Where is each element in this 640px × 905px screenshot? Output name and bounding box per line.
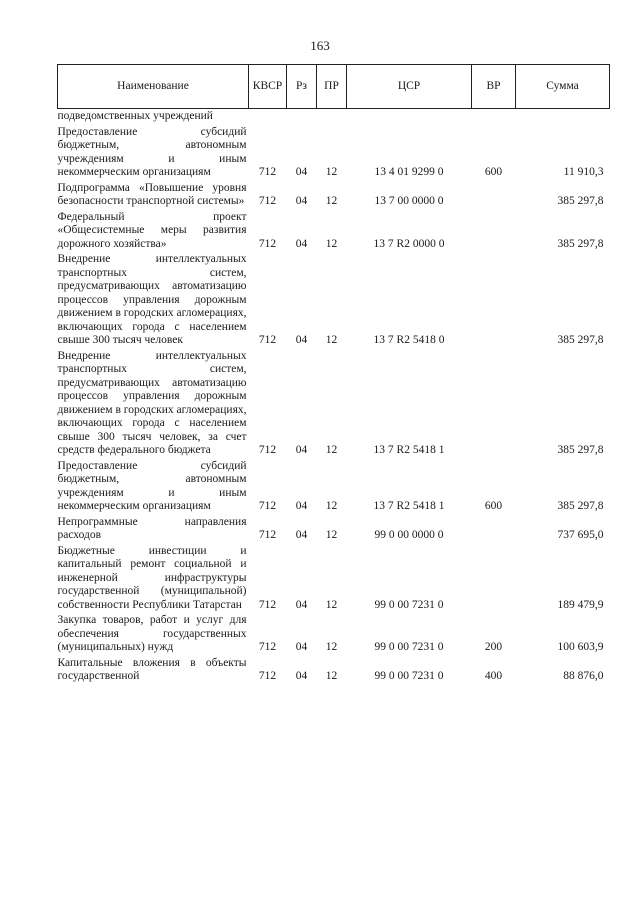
cell-name: Капитальные вложения в объекты государственной (57, 656, 247, 682)
table-row (58, 613, 610, 656)
cell-pr: 12 (325, 444, 338, 456)
table-header (58, 65, 610, 109)
cell-pr: 12 (325, 529, 338, 541)
cell-vr (472, 544, 516, 614)
header-vr: ВР (472, 65, 516, 109)
cell-sum: 385 297,8 (557, 195, 604, 207)
cell-vr (472, 181, 516, 210)
header-sum: Сумма (516, 65, 610, 109)
header-kvsr: КВСР (249, 65, 287, 109)
table-row (58, 349, 610, 459)
table-body (58, 109, 610, 685)
cell-vr: 400 (484, 670, 503, 682)
cell-kvsr: 712 (258, 500, 277, 512)
cell-kvsr (249, 109, 287, 125)
table-row (58, 544, 610, 614)
cell-vr (472, 349, 516, 459)
cell-csr: 99 0 00 7231 0 (374, 670, 444, 682)
cell-name: Закупка товаров, работ и услуг для обеспечения государственных (муниципальных) нужд (57, 614, 247, 653)
budget-table (57, 64, 610, 685)
cell-vr (472, 515, 516, 544)
cell-csr: 13 7 R2 5418 1 (373, 444, 445, 456)
cell-name: Внедрение интеллектуальных транспортных систем, предусматривающих автоматизацию процессов управления дорожным движением в городских агломерациях, включающих города с населением свыше 300 тысяч человек, за счет средств федерального бюджета (57, 349, 247, 456)
cell-csr: 13 7 00 0000 0 (374, 195, 444, 207)
cell-pr: 12 (325, 334, 338, 346)
table-row (58, 252, 610, 349)
table-row (58, 109, 610, 125)
cell-csr (347, 109, 472, 125)
cell-rz: 04 (295, 641, 308, 653)
cell-kvsr: 712 (258, 166, 277, 178)
cell-vr (472, 210, 516, 253)
cell-rz: 04 (295, 237, 308, 250)
header-csr: ЦСР (347, 65, 472, 109)
cell-sum: 189 479,9 (557, 598, 604, 611)
cell-csr: 99 0 00 7231 0 (374, 598, 444, 611)
header-rz: Рз (287, 65, 317, 109)
cell-name: Внедрение интеллектуальных транспортных систем, предусматривающих автоматизацию процессов управления дорожным движением в городских агломерациях, включающих города с населением свыше 300 тысяч человек (57, 253, 247, 346)
cell-rz: 04 (295, 166, 308, 178)
cell-sum: 11 910,3 (563, 166, 604, 178)
cell-vr (472, 252, 516, 349)
cell-sum: 100 603,9 (557, 641, 604, 653)
cell-csr: 13 4 01 9299 0 (374, 166, 444, 178)
cell-rz (287, 109, 317, 125)
cell-vr (472, 109, 516, 125)
cell-name: Федеральный проект «Общесистемные меры развития дорожного хозяйства» (57, 210, 247, 250)
cell-pr: 12 (325, 195, 338, 207)
cell-csr: 13 7 R2 5418 0 (373, 334, 445, 346)
cell-kvsr: 712 (258, 334, 277, 346)
cell-kvsr: 712 (258, 529, 277, 541)
cell-rz: 04 (295, 444, 308, 456)
cell-sum: 385 297,8 (557, 237, 604, 250)
cell-kvsr: 712 (258, 670, 277, 682)
cell-pr (317, 109, 347, 125)
cell-kvsr: 712 (258, 195, 277, 207)
cell-pr: 12 (325, 641, 338, 653)
cell-sum: 385 297,8 (557, 500, 604, 512)
cell-name: подведомственных учреждений (57, 110, 213, 122)
cell-pr: 12 (325, 500, 338, 512)
cell-rz: 04 (295, 670, 308, 682)
cell-rz: 04 (295, 334, 308, 346)
cell-rz: 04 (295, 529, 308, 541)
cell-name: Предоставление субсидий бюджетным, автономным учреждениям и иным некоммерческим организациям (57, 125, 247, 178)
cell-sum (516, 109, 610, 125)
cell-kvsr: 712 (258, 641, 277, 653)
cell-vr: 200 (484, 641, 503, 653)
cell-vr: 600 (484, 166, 503, 178)
cell-pr: 12 (325, 237, 338, 250)
table-row (58, 125, 610, 181)
cell-vr: 600 (484, 500, 503, 512)
page-number: 163 (310, 38, 330, 53)
cell-csr: 99 0 00 0000 0 (374, 529, 444, 541)
header-pr: ПР (317, 65, 347, 109)
cell-csr: 13 7 R2 5418 1 (373, 500, 445, 512)
header-name: Наименование (58, 65, 249, 109)
cell-pr: 12 (325, 670, 338, 682)
cell-csr: 13 7 R2 0000 0 (373, 237, 445, 250)
cell-name: Предоставление субсидий бюджетным, автономным учреждениям и иным некоммерческим организациям (57, 459, 247, 512)
cell-rz: 04 (295, 500, 308, 512)
cell-pr: 12 (325, 166, 338, 178)
cell-csr: 99 0 00 7231 0 (374, 641, 444, 653)
cell-sum: 88 876,0 (563, 670, 604, 682)
cell-rz: 04 (295, 598, 308, 611)
cell-rz: 04 (295, 195, 308, 207)
table-row (58, 210, 610, 253)
cell-name: Подпрограмма «Повышение уровня безопасности транспортной системы» (57, 181, 247, 207)
cell-sum: 385 297,8 (557, 444, 604, 456)
cell-sum: 737 695,0 (557, 529, 604, 541)
table-row (58, 459, 610, 515)
cell-kvsr: 712 (258, 598, 277, 611)
table-row (58, 515, 610, 544)
cell-kvsr: 712 (258, 237, 277, 250)
cell-name: Непрограммные направления расходов (57, 515, 247, 541)
cell-sum: 385 297,8 (557, 334, 604, 346)
cell-pr: 12 (325, 598, 338, 611)
table-row (58, 181, 610, 210)
cell-name: Бюджетные инвестиции и капитальный ремонт социальной и инженерной инфраструктуры государственной (муниципальной) собственности Республики Татарстан (57, 544, 247, 611)
table-row (58, 656, 610, 685)
cell-kvsr: 712 (258, 444, 277, 456)
